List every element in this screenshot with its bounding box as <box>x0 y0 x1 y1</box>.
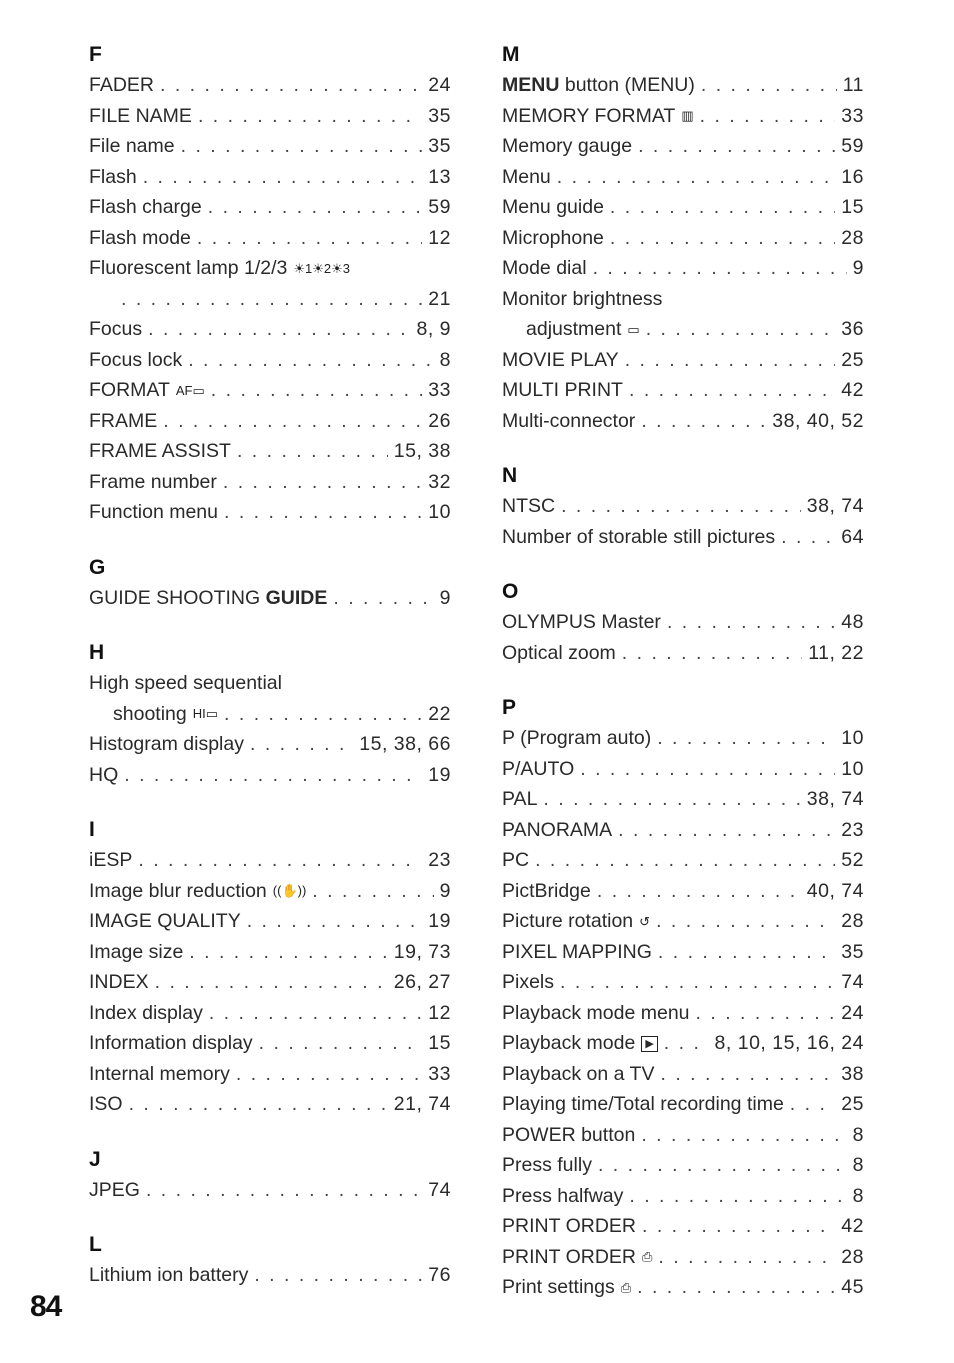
entry-term: Playing time/Total recording time <box>502 1093 784 1115</box>
leader-dots <box>259 1028 423 1059</box>
entry-pages: 74 <box>841 971 864 993</box>
entry-term: INDEX <box>89 971 149 993</box>
entry-pages: 35 <box>428 135 451 157</box>
entry-pages: 38, 74 <box>806 495 864 517</box>
index-entry <box>89 845 451 876</box>
leader-dots <box>557 162 836 193</box>
index-entry <box>89 375 451 406</box>
leader-dots <box>188 345 433 376</box>
leader-dots <box>597 876 801 907</box>
entry-term: Image size <box>89 940 184 963</box>
entry-term: Function menu <box>89 501 218 523</box>
entry-pages: 12 <box>428 1001 451 1024</box>
entry-pages: 13 <box>428 165 451 188</box>
entry-pages: 19 <box>428 910 451 932</box>
index-entry <box>89 1260 451 1291</box>
entry-pages: 24 <box>841 1001 864 1024</box>
entry-term: Press fully <box>502 1154 592 1176</box>
index-entry <box>502 998 864 1029</box>
leader-dots <box>657 723 835 754</box>
entry-term: Playback mode menu <box>502 1001 690 1024</box>
leader-dots <box>700 101 836 132</box>
index-entry <box>89 467 451 498</box>
entry-pages: 36 <box>841 318 864 340</box>
section-letter: L <box>89 1233 102 1256</box>
leader-dots <box>696 998 836 1029</box>
entry-term: POWER button <box>502 1123 636 1146</box>
index-entry <box>89 497 451 528</box>
leader-dots <box>197 223 422 254</box>
index-entry <box>502 1089 864 1120</box>
index-entry <box>502 754 864 785</box>
entry-pages: 26, 27 <box>393 971 451 993</box>
leader-dots <box>160 70 422 101</box>
leader-dots <box>790 1089 836 1120</box>
entry-pages: 38, 74 <box>806 788 864 810</box>
leader-dots <box>642 1211 835 1242</box>
entry-term: OLYMPUS Master <box>502 611 661 633</box>
leader-dots <box>658 1242 835 1273</box>
index-section-l <box>89 1230 451 1291</box>
entry-term: Lithium ion battery <box>89 1264 249 1286</box>
entry-pages: 15 <box>841 196 864 218</box>
entry-term: HQ <box>89 763 119 786</box>
entry-pages: 42 <box>841 379 864 401</box>
leader-dots <box>189 937 387 968</box>
entry-pages: 40, 74 <box>806 879 864 902</box>
index-section-h <box>89 638 451 790</box>
entry-pages: 9 <box>439 879 451 902</box>
leader-dots <box>121 284 422 315</box>
entry-term: JPEG <box>89 1178 140 1201</box>
leader-dots <box>138 845 422 876</box>
entry-pages: 15, 38, 66 <box>359 733 451 755</box>
entry-pages: 48 <box>841 611 864 633</box>
entry-pages: 9 <box>852 257 864 279</box>
index-entry <box>89 162 451 193</box>
leader-dots <box>236 1059 422 1090</box>
leader-dots <box>629 1181 846 1212</box>
entry-pages: 26 <box>428 409 451 432</box>
entry-pages: 10 <box>841 727 864 749</box>
entry-term: Flash <box>89 165 137 188</box>
entry-pages: 25 <box>841 1093 864 1115</box>
index-entry <box>502 70 864 101</box>
leader-dots <box>148 314 410 345</box>
leader-dots <box>208 192 423 223</box>
index-entry <box>89 101 451 132</box>
leader-dots <box>641 1120 846 1151</box>
entry-term: MENU button (MENU) <box>502 74 695 96</box>
index-entry <box>502 607 864 638</box>
index-entry <box>502 223 864 254</box>
entry-pages: 12 <box>428 226 451 249</box>
index-entry <box>502 131 864 162</box>
leader-dots <box>198 101 422 132</box>
leader-dots <box>610 223 835 254</box>
index-section-p <box>502 693 864 1303</box>
entry-term: Index display <box>89 1001 203 1024</box>
entry-term: Press halfway <box>502 1184 624 1207</box>
print-settings-icon: ⎙ <box>620 1279 632 1295</box>
index-entry <box>89 406 451 437</box>
entry-term: FRAME ASSIST <box>89 440 231 462</box>
index-entry <box>502 345 864 376</box>
entry-pages: 8 <box>852 1154 864 1176</box>
index-entry <box>502 314 864 345</box>
entry-pages: 8 <box>852 1184 864 1207</box>
section-letter: O <box>502 580 519 603</box>
entry-term: Number of storable still pictures <box>502 525 776 548</box>
index-entry <box>89 760 451 791</box>
leader-dots <box>664 1028 709 1059</box>
section-letter: G <box>89 555 106 579</box>
index-entry <box>89 345 451 376</box>
entry-pages: 19 <box>428 763 451 786</box>
leader-dots <box>593 253 847 284</box>
leader-dots <box>224 497 422 528</box>
entry-term: P/AUTO <box>502 757 575 780</box>
entry-term: ISO <box>89 1093 123 1115</box>
entry-pages: 16 <box>841 165 864 188</box>
entry-term: Playback on a TV <box>502 1062 655 1085</box>
entry-term: iESP <box>89 849 133 871</box>
entry-term: FILE NAME <box>89 104 192 127</box>
entry-pages: 21 <box>428 287 451 310</box>
index-column-right <box>502 40 864 1328</box>
print-order-icon: ⎙ <box>642 1249 653 1265</box>
format-icon: AF▭ <box>175 382 205 398</box>
index-section-n <box>502 461 864 552</box>
index-entry <box>89 1089 451 1120</box>
entry-term: FADER <box>89 74 155 96</box>
leader-dots <box>163 406 422 437</box>
leader-dots <box>250 729 353 760</box>
leader-dots <box>254 1260 422 1291</box>
section-letter: M <box>502 43 520 66</box>
index-entry <box>502 406 864 437</box>
entry-term: PIXEL MAPPING <box>502 940 652 963</box>
leader-dots <box>610 192 835 223</box>
entry-term: Flash charge <box>89 196 202 218</box>
section-letter: J <box>89 1147 101 1171</box>
entry-pages: 42 <box>841 1215 864 1237</box>
page-number: 84 <box>30 1290 62 1323</box>
entry-pages: 8 <box>852 1123 864 1146</box>
leader-dots <box>629 375 835 406</box>
entry-term: Menu <box>502 165 551 188</box>
entry-pages: 74 <box>428 1178 451 1201</box>
entry-term: Flash mode <box>89 226 191 249</box>
entry-term: Histogram display <box>89 733 244 755</box>
leader-dots <box>646 314 836 345</box>
index-entry <box>502 162 864 193</box>
entry-term: Picture rotation ↺ <box>502 906 650 937</box>
index-entry <box>89 436 451 467</box>
leader-dots <box>155 967 388 998</box>
entry-pages: 21, 74 <box>393 1093 451 1115</box>
leader-dots <box>543 784 800 815</box>
leader-dots <box>625 345 836 376</box>
entry-pages: 33 <box>428 379 451 401</box>
entry-term: NTSC <box>502 495 556 517</box>
entry-pages: 52 <box>841 849 864 871</box>
entry-term: adjustment ▭ <box>502 314 640 345</box>
leader-dots <box>622 638 802 669</box>
entry-term: FORMAT AF▭ <box>89 375 205 406</box>
index-entry <box>89 314 451 345</box>
rotation-icon: ↺ <box>639 913 651 929</box>
index-entry <box>502 638 864 669</box>
entry-term: Fluorescent lamp 1/2/3 ☀1☀2☀3 <box>89 253 350 284</box>
index-entry <box>502 491 864 522</box>
entry-pages: 8, 9 <box>416 318 451 340</box>
leader-dots <box>618 815 835 846</box>
brightness-icon: ▭ <box>627 321 640 337</box>
leader-dots <box>660 1059 835 1090</box>
leader-dots <box>223 467 422 498</box>
leader-dots <box>237 436 388 467</box>
leader-dots <box>701 70 837 101</box>
entry-term: High speed sequential <box>89 672 282 694</box>
hi-sequential-icon: HI▭ <box>192 706 219 722</box>
entry-pages: 24 <box>428 74 451 96</box>
leader-dots <box>656 906 835 937</box>
index-entry <box>89 998 451 1029</box>
entry-term: Internal memory <box>89 1062 230 1085</box>
index-entry <box>502 1028 864 1059</box>
entry-term: PictBridge <box>502 879 591 902</box>
index-entry <box>502 1211 864 1242</box>
section-letter: F <box>89 43 102 66</box>
entry-pages: 59 <box>841 135 864 157</box>
entry-pages: 59 <box>428 196 451 218</box>
index-entry <box>89 967 451 998</box>
index-section-f <box>89 40 451 528</box>
entry-term: Microphone <box>502 226 604 249</box>
entry-pages: 15, 38 <box>393 440 451 462</box>
leader-dots <box>209 998 422 1029</box>
index-entry <box>502 1120 864 1151</box>
entry-term: Monitor brightness <box>502 287 663 310</box>
entry-pages: 9 <box>439 586 451 609</box>
leader-dots <box>637 1272 835 1303</box>
index-entry <box>502 101 864 132</box>
entry-pages: 23 <box>841 818 864 841</box>
index-entry <box>502 906 864 937</box>
index-column-left <box>89 40 451 1316</box>
entry-term: File name <box>89 135 175 157</box>
index-entry <box>502 967 864 998</box>
entry-pages: 35 <box>428 104 451 127</box>
leader-dots <box>580 754 835 785</box>
entry-pages: 23 <box>428 849 451 871</box>
section-letter: H <box>89 641 105 664</box>
index-entry <box>502 723 864 754</box>
section-letter: N <box>502 464 518 487</box>
index-entry <box>89 876 451 907</box>
entry-term: Pixels <box>502 971 555 993</box>
index-entry <box>502 375 864 406</box>
entry-pages: 28 <box>841 1245 864 1268</box>
entry-pages: 11, 22 <box>808 641 864 664</box>
memory-format-icon: ▥ <box>681 108 694 124</box>
entry-term: MOVIE PLAY <box>502 348 619 371</box>
index-entry <box>89 1059 451 1090</box>
entry-term: Print settings ⎙ <box>502 1272 631 1303</box>
index-entry <box>89 583 451 614</box>
entry-term: Focus lock <box>89 348 183 371</box>
index-entry <box>502 522 864 553</box>
index-entry <box>502 784 864 815</box>
entry-term: Information display <box>89 1032 253 1054</box>
leader-dots <box>124 760 422 791</box>
entry-pages: 76 <box>428 1264 451 1286</box>
entry-term: P (Program auto) <box>502 727 652 749</box>
entry-pages: 33 <box>428 1062 451 1085</box>
index-section-i <box>89 815 451 1120</box>
entry-term: Multi-connector <box>502 409 636 432</box>
index-entry <box>89 937 451 968</box>
index-entry <box>502 1150 864 1181</box>
index-section-j <box>89 1145 451 1206</box>
leader-dots <box>598 1150 847 1181</box>
index-section-g <box>89 553 451 614</box>
index-entry <box>89 223 451 254</box>
entry-pages: 15 <box>428 1032 451 1054</box>
index-entry <box>502 876 864 907</box>
index-entry <box>89 699 451 730</box>
index-section-o <box>502 577 864 668</box>
index-entry <box>89 284 451 315</box>
entry-term: PRINT ORDER ⎙ <box>502 1242 652 1273</box>
leader-dots <box>181 131 423 162</box>
entry-term: Memory gauge <box>502 135 633 157</box>
entry-term: Menu guide <box>502 196 604 218</box>
index-entry <box>502 284 864 315</box>
entry-pages: 10 <box>841 757 864 780</box>
index-entry <box>89 253 451 284</box>
entry-pages: 64 <box>841 525 864 548</box>
entry-pages: 8, 10, 15, 16, 24 <box>714 1032 864 1054</box>
section-letter: P <box>502 696 517 719</box>
index-entry <box>502 1181 864 1212</box>
blur-reduction-icon: ((✋)) <box>272 883 307 899</box>
index-entry <box>502 1059 864 1090</box>
entry-pages: 10 <box>428 501 451 523</box>
entry-pages: 25 <box>841 348 864 371</box>
leader-dots <box>667 607 835 638</box>
index-entry <box>502 815 864 846</box>
entry-pages: 28 <box>841 226 864 249</box>
entry-term: Mode dial <box>502 257 587 279</box>
index-section-m <box>502 40 864 436</box>
entry-term: PC <box>502 849 530 871</box>
index-entry <box>502 845 864 876</box>
entry-term: shooting HI▭ <box>89 699 218 730</box>
entry-pages: 32 <box>428 470 451 493</box>
leader-dots <box>561 491 801 522</box>
leader-dots <box>312 876 433 907</box>
entry-term: PRINT ORDER <box>502 1215 636 1237</box>
leader-dots <box>146 1175 422 1206</box>
leader-dots <box>781 522 835 553</box>
entry-pages: 35 <box>841 940 864 963</box>
index-entry <box>89 192 451 223</box>
index-entry <box>89 906 451 937</box>
entry-term: Focus <box>89 318 143 340</box>
index-entry <box>502 253 864 284</box>
leader-dots <box>641 406 766 437</box>
entry-term: IMAGE QUALITY <box>89 910 241 932</box>
leader-dots <box>247 906 423 937</box>
entry-term: FRAME <box>89 409 158 432</box>
leader-dots <box>143 162 423 193</box>
entry-term: PANORAMA <box>502 818 613 841</box>
leader-dots <box>560 967 835 998</box>
entry-pages: 28 <box>841 910 864 932</box>
entry-pages: 22 <box>428 702 451 725</box>
playback-icon: ▶ <box>641 1036 657 1052</box>
index-entry <box>89 1028 451 1059</box>
leader-dots <box>658 937 835 968</box>
index-entry <box>502 1272 864 1303</box>
entry-pages: 8 <box>439 348 451 371</box>
entry-term: MEMORY FORMAT ▥ <box>502 101 694 132</box>
index-entry <box>89 729 451 760</box>
fluorescent-icon: ☀1☀2☀3 <box>293 260 351 276</box>
entry-term: Optical zoom <box>502 641 616 664</box>
section-letter: I <box>89 818 95 841</box>
leader-dots <box>211 375 423 406</box>
index-entry <box>89 1175 451 1206</box>
index-entry <box>502 937 864 968</box>
index-entry <box>502 192 864 223</box>
index-entry <box>89 70 451 101</box>
leader-dots <box>333 583 433 614</box>
entry-pages: 38, 40, 52 <box>772 409 864 432</box>
index-entry <box>89 131 451 162</box>
leader-dots <box>224 699 422 730</box>
entry-pages: 45 <box>841 1276 864 1298</box>
entry-pages: 38 <box>841 1062 864 1085</box>
index-entry <box>502 1242 864 1273</box>
entry-term: Image blur reduction ((✋)) <box>89 876 306 907</box>
entry-term: PAL <box>502 788 538 810</box>
entry-pages: 33 <box>841 104 864 127</box>
entry-term: MULTI PRINT <box>502 379 623 401</box>
leader-dots <box>638 131 835 162</box>
entry-term: Playback mode ▶ <box>502 1028 658 1059</box>
leader-dots <box>535 845 835 876</box>
entry-term: Frame number <box>89 470 217 493</box>
index-entry <box>89 668 451 699</box>
entry-pages: 11 <box>842 74 864 96</box>
entry-term: GUIDE SHOOTING GUIDE <box>89 586 328 609</box>
leader-dots <box>129 1089 388 1120</box>
entry-pages: 19, 73 <box>393 940 451 963</box>
